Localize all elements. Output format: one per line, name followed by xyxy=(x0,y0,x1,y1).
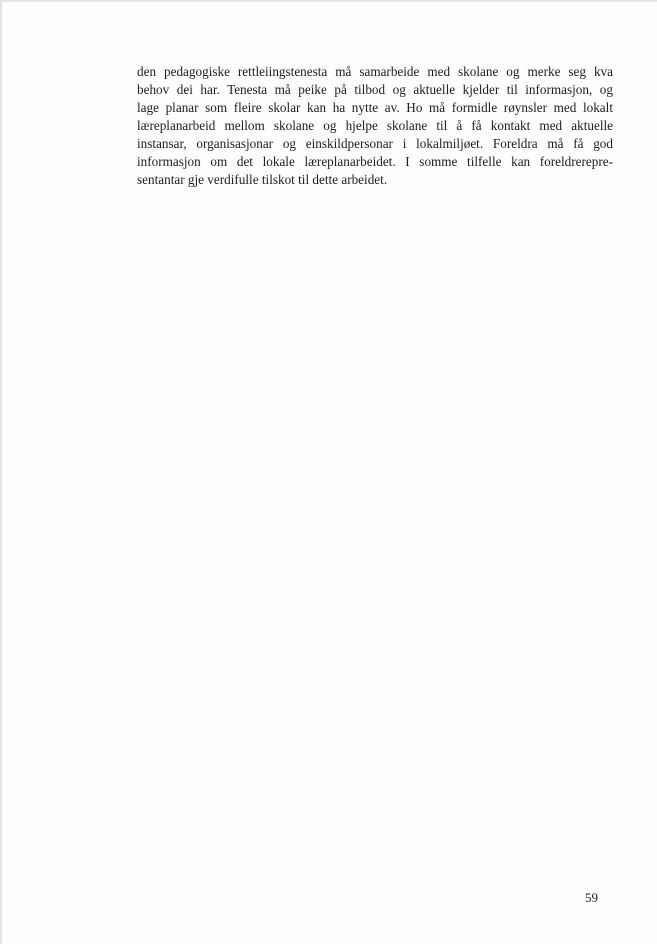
body-line-5: instansar, organisasjonar og einskildpersonar i lokalmiljøet. Foreldra må få god xyxy=(137,136,613,151)
body-line-2: behov dei har. Tenesta må peike på tilbod og aktuelle kjelder til informasjon, og xyxy=(137,82,613,97)
scan-edge-top xyxy=(0,0,657,2)
body-line-1: den pedagogiske rettleiingstenesta må samarbeide med skolane og merke seg kva xyxy=(137,64,613,79)
body-line-6: informasjon om det lokale læreplanarbeidet. I somme tilfelle kan foreldrerepre- xyxy=(137,154,613,169)
body-paragraph xyxy=(137,63,613,189)
body-line-3: lage planar som fleire skolar kan ha nytte av. Ho må formidle røynsler med lokalt xyxy=(137,100,613,115)
scan-edge-left xyxy=(0,0,3,944)
page-number: 59 xyxy=(585,890,598,905)
body-line-7: sentantar gje verdifulle tilskot til dette arbeidet. xyxy=(137,172,388,187)
body-line-4: læreplanarbeid mellom skolane og hjelpe skolane til å få kontakt med aktuelle xyxy=(137,118,613,133)
